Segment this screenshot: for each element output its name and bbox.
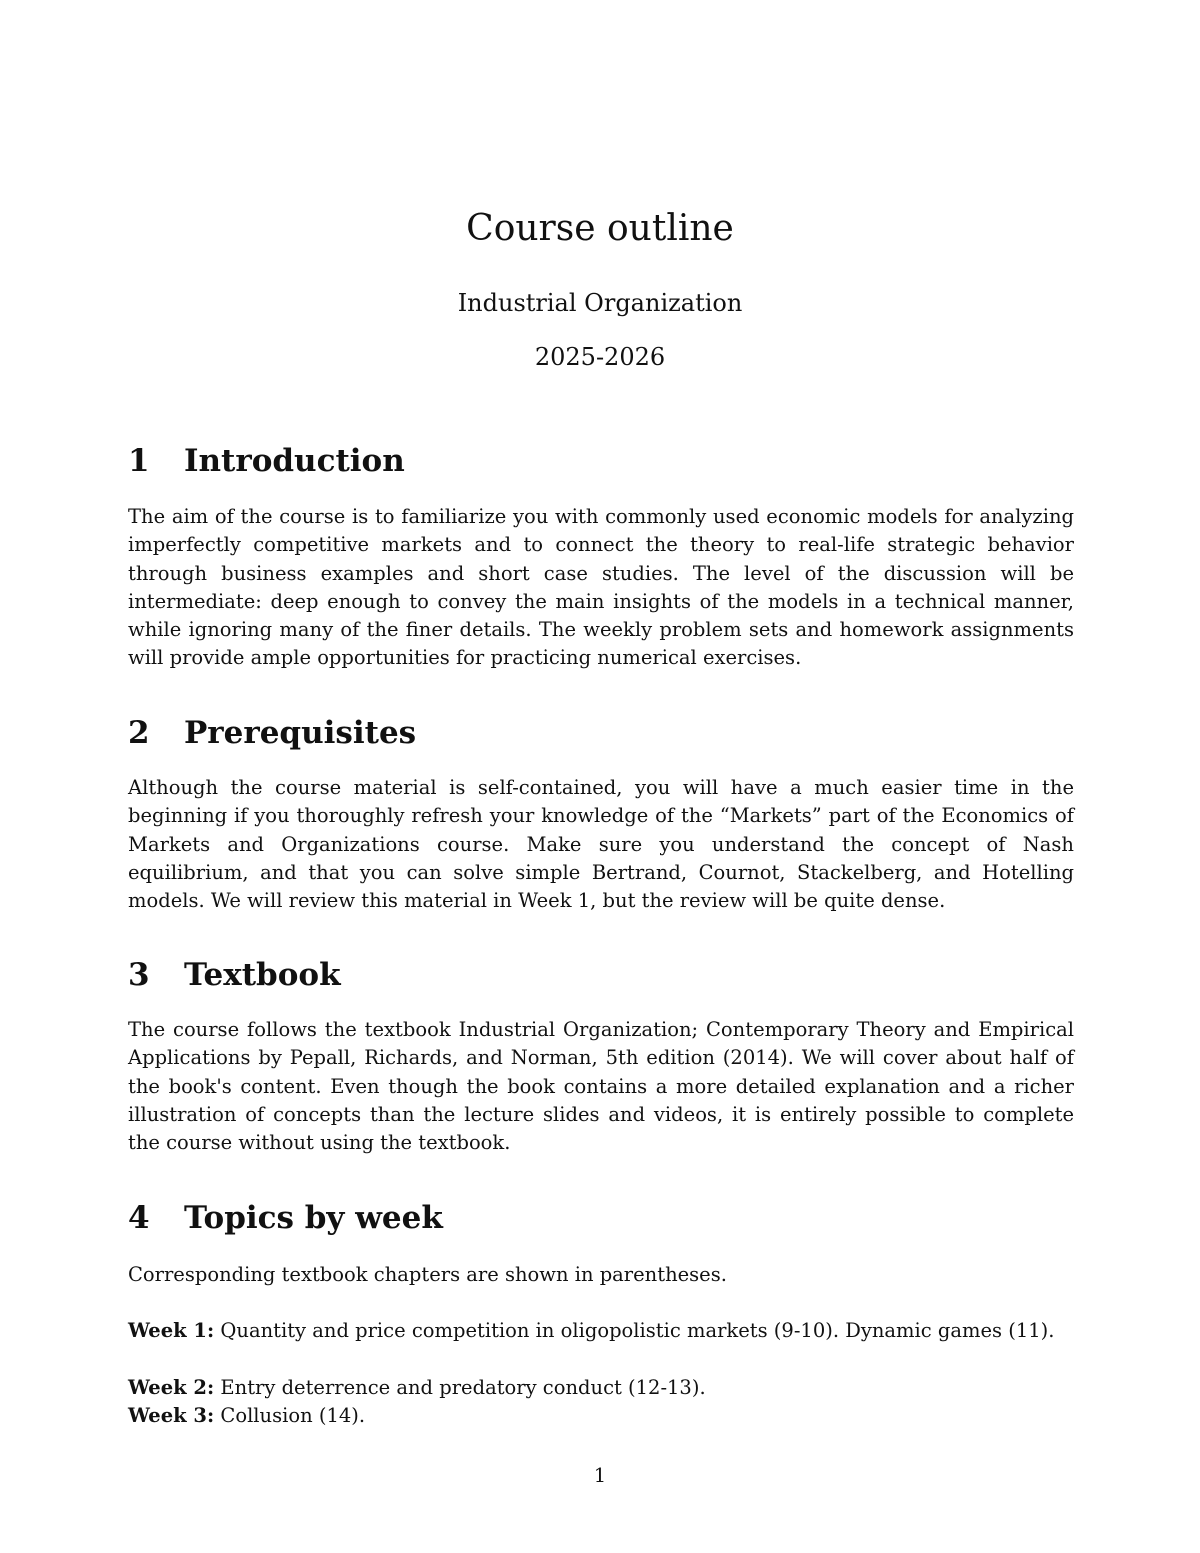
section-title: Textbook: [184, 957, 341, 993]
section-number: 1: [128, 443, 150, 479]
section-heading-topics-by-week: [128, 1200, 443, 1236]
topics-intro-paragraph: Corresponding textbook chapters are shown in parentheses.: [128, 1263, 727, 1286]
week-item: [128, 1374, 1074, 1402]
textbook-paragraph: The course follows the textbook Industrial Organization; Contemporary Theory and Empirical Applications by Pepall, Richards, and Norman, 5th edition (2014). We will cover about half of the book's content. Even though the book contains a more detailed explanation and a richer illustration of concepts than the lecture slides and videos, it is entirely possible to complete the course without using the textbook.: [128, 1018, 1074, 1155]
week-topic: Quantity and price competition in oligopolistic markets (9-10). Dynamic games (11).: [220, 1319, 1055, 1342]
section-number: 4: [128, 1200, 150, 1236]
section-heading-prerequisites: [128, 715, 416, 751]
week-topic: Entry deterrence and predatory conduct (12-13).: [220, 1376, 706, 1399]
section-number: 3: [128, 957, 150, 993]
week-label: Week 1:: [128, 1319, 215, 1342]
section-heading-textbook: [128, 957, 341, 993]
section-title: Introduction: [184, 443, 405, 479]
document-title: Course outline: [466, 208, 734, 249]
week-item: [128, 1402, 1074, 1430]
section-title: Topics by week: [184, 1200, 443, 1236]
week-label: Week 3:: [128, 1404, 215, 1427]
week-item: [128, 1317, 1074, 1345]
page-number: 1: [593, 1464, 607, 1487]
section-title: Prerequisites: [184, 715, 417, 751]
document-year: 2025-2026: [534, 343, 666, 371]
section-heading-introduction: [128, 443, 405, 479]
document-subtitle: Industrial Organization: [457, 289, 743, 317]
week-topic: Collusion (14).: [220, 1404, 366, 1427]
week-label: Week 2:: [128, 1376, 215, 1399]
section-number: 2: [128, 715, 150, 751]
prerequisites-paragraph: Although the course material is self-contained, you will have a much easier time in the beginning if you thoroughly refresh your knowledge of the “Markets” part of the Economics of Markets and Organizations course. Make sure you understand the concept of Nash equilibrium, and that you can solve simple Bertrand, Cournot, Stackelberg, and Hotelling models. We will review this material in Week 1, but the review will be quite dense.: [128, 776, 1074, 913]
introduction-paragraph: The aim of the course is to familiarize you with commonly used economic models for analyzing imperfectly competitive markets and to connect the theory to real-life strategic behavior through business examples and short case studies. The level of the discussion will be intermediate: deep enough to convey the main insights of the models in a technical manner, while ignoring many of the finer details. The weekly problem sets and homework assignments will provide ample opportunities for practicing numerical exercises.: [128, 505, 1074, 670]
